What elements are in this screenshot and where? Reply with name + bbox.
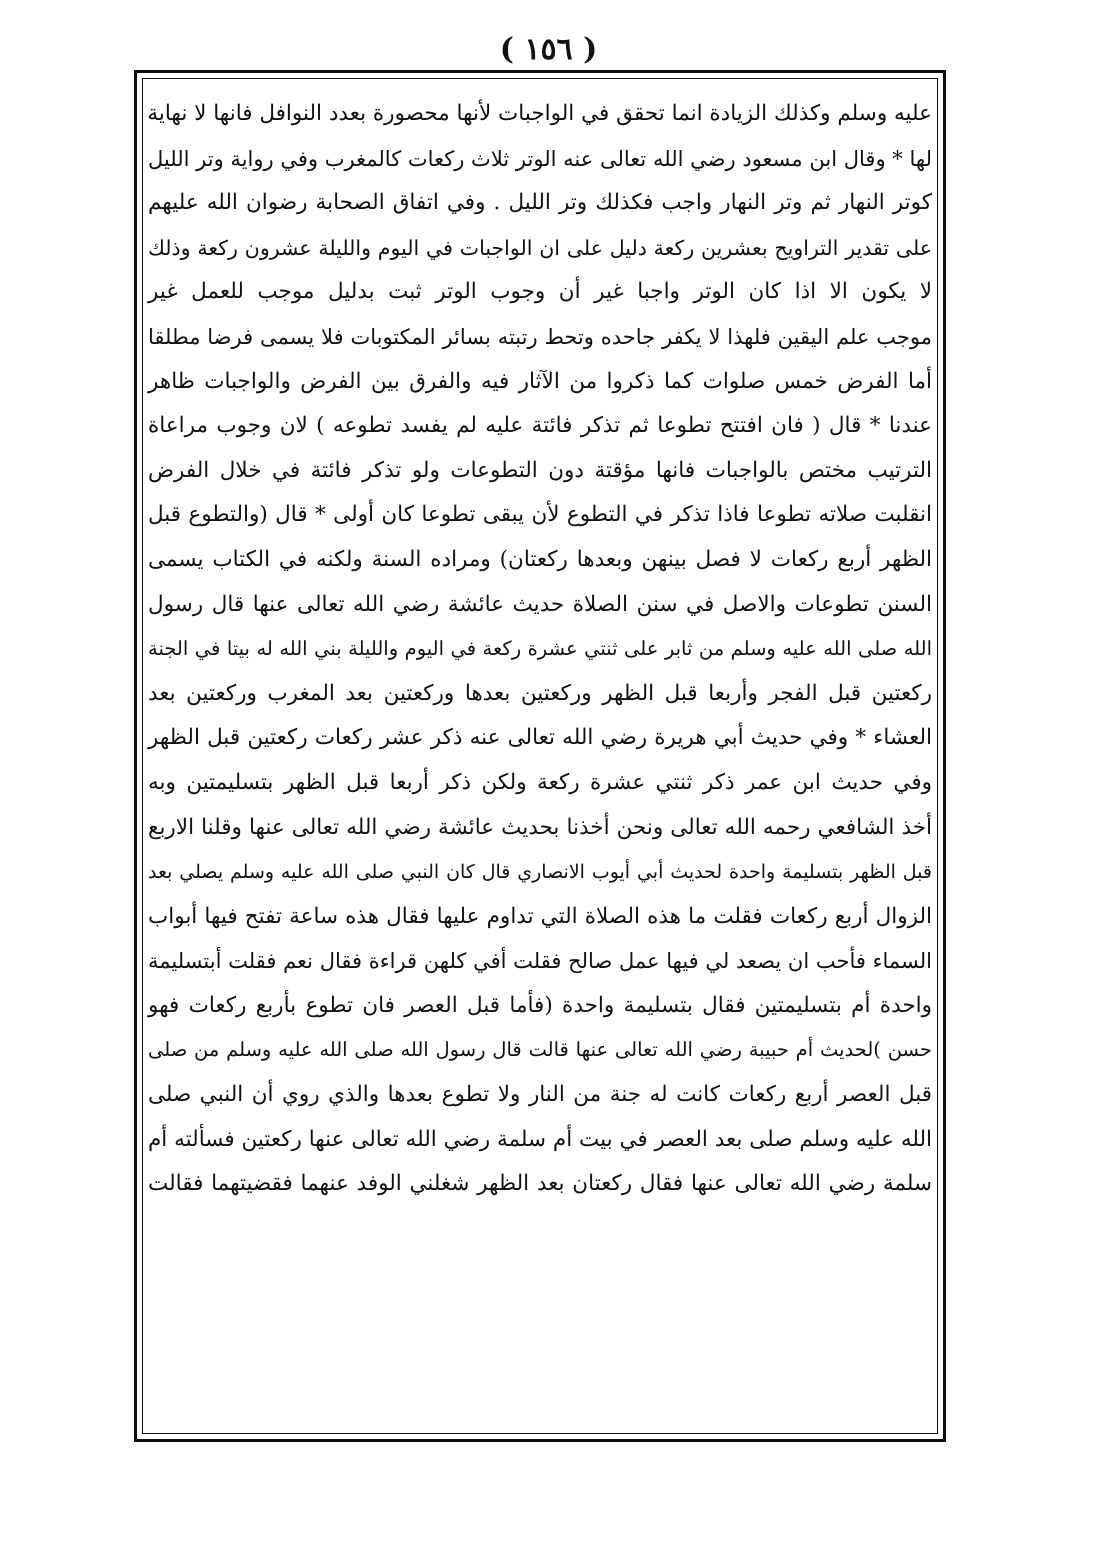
text-line: أما الفرض خمس صلوات كما ذكروا من الآثار فيه والفرق بين الفرض والواجبات ظاهر <box>148 368 932 394</box>
text-line: واحدة أم بتسليمتين فقال بتسليمة واحدة (فأما قبل العصر فان تطوع بأربع ركعات فهو <box>148 992 932 1018</box>
text-line: وفي حديث ابن عمر ذكر ثنتي عشرة ركعة ولكن ذكر أربعا قبل الظهر بتسليمتين وبه <box>148 769 932 795</box>
text-line: حسن )لحديث أم حبيبة رضي الله تعالى عنها قالت قال رسول الله صلى الله عليه وسلم من صلى <box>148 1038 932 1062</box>
text-line: الزوال أربع ركعات فقلت ما هذه الصلاة التي تداوم عليها فقال هذه ساعة تفتح فيها أبواب <box>148 903 932 929</box>
text-line: الله عليه وسلم صلى بعد العصر في بيت أم سلمة رضي الله تعالى عنها ركعتين فسألته أم <box>148 1126 932 1152</box>
text-line: انقلبت صلاته تطوعا فاذا تذكر في التطوع لأن يبقى تطوعا كان أولى * قال (والتطوع قبل <box>148 502 932 528</box>
text-line: السنن تطوعات والاصل في سنن الصلاة حديث عائشة رضي الله تعالى عنها قال رسول <box>148 591 932 617</box>
text-line: سلمة رضي الله تعالى عنها فقال ركعتان بعد الظهر شغلني الوفد عنهما فقضيتهما فقالت <box>148 1171 932 1197</box>
text-line: ركعتين قبل الفجر وأربعا قبل الظهر وركعتين بعدها وركعتين بعد المغرب وركعتين بعد <box>148 680 932 706</box>
page-number: ( ١٥٦ ) <box>499 32 598 67</box>
text-line: عليه وسلم وكذلك الزيادة انما تحقق في الواجبات لأنها محصورة بعدد النوافل فانها لا نهاية <box>147 101 932 126</box>
text-line: قبل الظهر بتسليمة واحدة لحديث أبي أيوب الانصاري قال كان النبي صلى الله عليه وسلم يصلي بعد <box>148 861 932 884</box>
text-line: العشاء * وفي حديث أبي هريرة رضي الله تعالى عنه ذكر عشر ركعات ركعتين قبل الظهر <box>148 725 932 751</box>
text-line: عندنا * قال ( فان افتتح تطوعا ثم تذكر فائتة عليه لم يفسد تطوعه ) لان وجوب مراعاة <box>148 413 932 439</box>
text-line: الترتيب مختص بالواجبات فانها مؤقتة دون التطوعات ولو تذكر فائتة في خلال الفرض <box>148 457 932 483</box>
text-line: كوتر النهار ثم وتر النهار واجب فكذلك وتر الليل . وفي اتفاق الصحابة رضوان الله عليهم <box>148 190 932 216</box>
text-line: على تقدير التراويح بعشرين ركعة دليل على ان الواجبات في اليوم والليلة عشرون ركعة وذلك <box>148 235 932 260</box>
text-line: لها * وقال ابن مسعود رضي الله تعالى عنه الوتر ثلاث ركعات كالمغرب وفي رواية وتر الليل <box>148 146 932 171</box>
text-line: السماء فأحب ان يصعد لي فيها عمل صالح فقلت أفي كلهن قراءة فقال نعم فقلت أبتسليمة <box>148 949 932 974</box>
text-line: لا يكون الا اذا كان الوتر واجبا غير أن وجوب الوتر ثبت بدليل موجب للعمل غير <box>148 279 932 305</box>
text-line: قبل العصر أربع ركعات كانت له جنة من النار ولا تطوع بعدها والذي روي أن النبي صلى <box>148 1082 932 1108</box>
text-line: الله صلى الله عليه وسلم من ثابر على ثنتي عشرة ركعة في اليوم والليلة بني الله له بيتا في الجنة <box>148 637 932 661</box>
text-line: موجب علم اليقين فلهذا لا يكفر جاحده وتحط رتبته بسائر المكتوبات فلا يسمى فرضا مطلقا <box>148 324 932 349</box>
main-text <box>146 92 934 1428</box>
text-line: أخذ الشافعي رحمه الله تعالى ونحن أخذنا بحديث عائشة رضي الله تعالى عنها وقلنا الاربع <box>148 814 932 840</box>
text-line: الظهر أربع ركعات لا فصل بينهن وبعدها ركعتان) ومراده السنة ولكنه في الكتاب يسمى <box>148 546 932 572</box>
